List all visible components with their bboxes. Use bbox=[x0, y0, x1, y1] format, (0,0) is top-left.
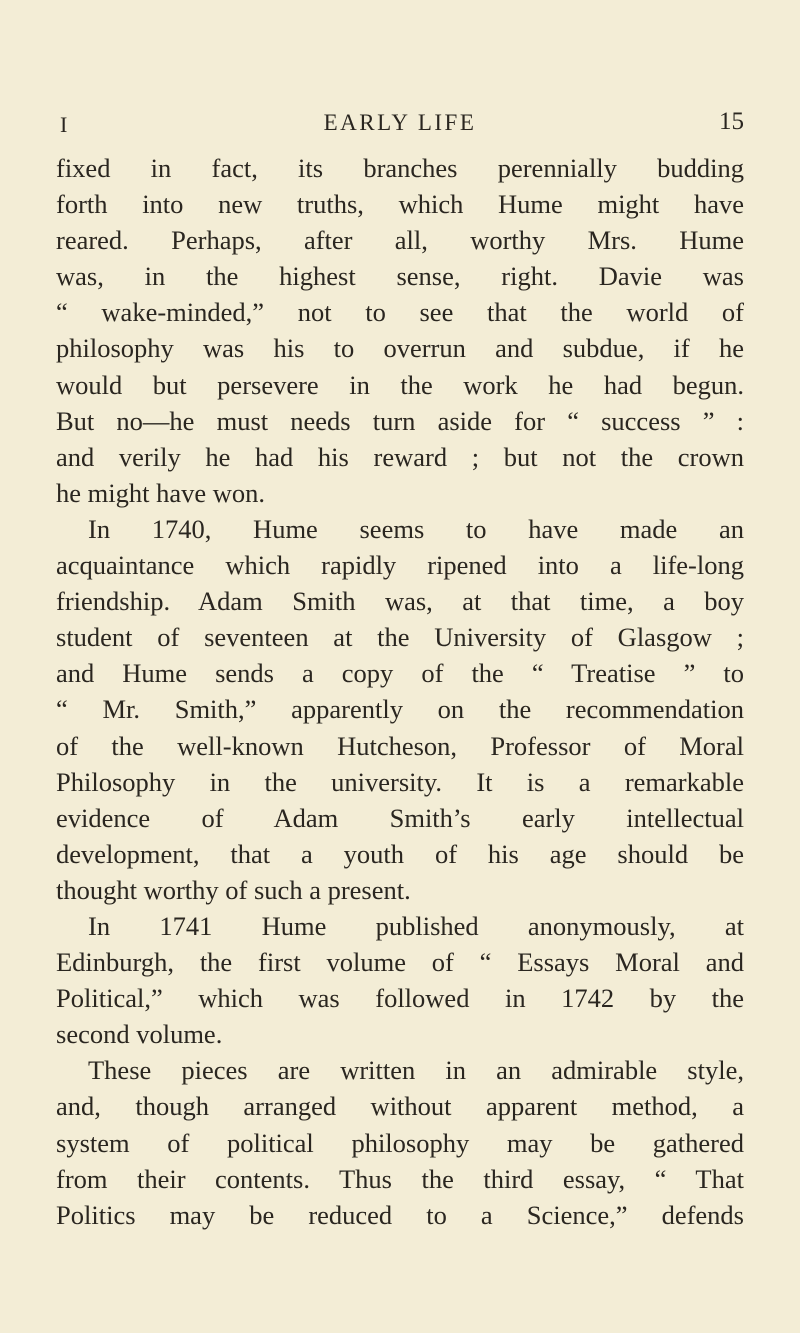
text-line: Edinburgh, the first volume of “ Essays Moral and bbox=[56, 947, 744, 978]
body-text bbox=[56, 150, 744, 1233]
text-line: development, that a youth of his age should be bbox=[56, 838, 744, 869]
text-line: “ Mr. Smith,” apparently on the recommendation bbox=[56, 694, 744, 725]
chapter-number: I bbox=[60, 112, 69, 137]
text-line: These pieces are written in an admirable style, bbox=[88, 1055, 744, 1086]
text-line: student of seventeen at the University of Glasgow ; bbox=[56, 622, 744, 653]
text-line: “ wake-minded,” not to see that the world of bbox=[56, 297, 744, 328]
text-line: In 1740, Hume seems to have made an bbox=[88, 513, 744, 544]
text-line: forth into new truths, which Hume might have bbox=[56, 189, 744, 220]
text-line: evidence of Adam Smith’s early intellectual bbox=[56, 802, 744, 833]
text-line: Politics may be reduced to a Science,” defends bbox=[56, 1199, 744, 1230]
text-line: and verily he had his reward ; but not the crown bbox=[56, 441, 744, 472]
text-line: was, in the highest sense, right. Davie was bbox=[56, 261, 744, 292]
text-line: Political,” which was followed in 1742 by the bbox=[56, 983, 744, 1014]
text-line: Philosophy in the university. It is a remarkable bbox=[56, 766, 744, 797]
text-line: But no—he must needs turn aside for “ success ” : bbox=[56, 405, 744, 436]
text-line: of the well-known Hutcheson, Professor of Moral bbox=[56, 730, 744, 761]
book-page bbox=[56, 0, 744, 1333]
text-line: he might have won. bbox=[56, 477, 266, 508]
text-line: second volume. bbox=[56, 1019, 223, 1050]
text-line: In 1741 Hume published anonymously, at bbox=[88, 910, 744, 941]
text-line: would but persevere in the work he had begun. bbox=[56, 369, 744, 400]
text-line: thought worthy of such a present. bbox=[56, 874, 411, 905]
text-line: fixed in fact, its branches perennially budding bbox=[56, 153, 744, 183]
running-head bbox=[56, 108, 744, 144]
text-line: and, though arranged without apparent method, a bbox=[56, 1091, 744, 1122]
page-number: 15 bbox=[719, 108, 744, 135]
text-line: acquaintance which rapidly ripened into a life-long bbox=[56, 550, 744, 581]
text-line: friendship. Adam Smith was, at that time, a boy bbox=[56, 586, 744, 617]
text-line: and Hume sends a copy of the “ Treatise ” to bbox=[56, 658, 744, 689]
text-line: from their contents. Thus the third essay, “ That bbox=[56, 1163, 744, 1194]
running-title: EARLY LIFE bbox=[323, 110, 477, 135]
text-line: reared. Perhaps, after all, worthy Mrs. Hume bbox=[56, 225, 744, 256]
text-line: system of political philosophy may be gathered bbox=[56, 1127, 744, 1158]
text-line: philosophy was his to overrun and subdue, if he bbox=[56, 333, 744, 364]
